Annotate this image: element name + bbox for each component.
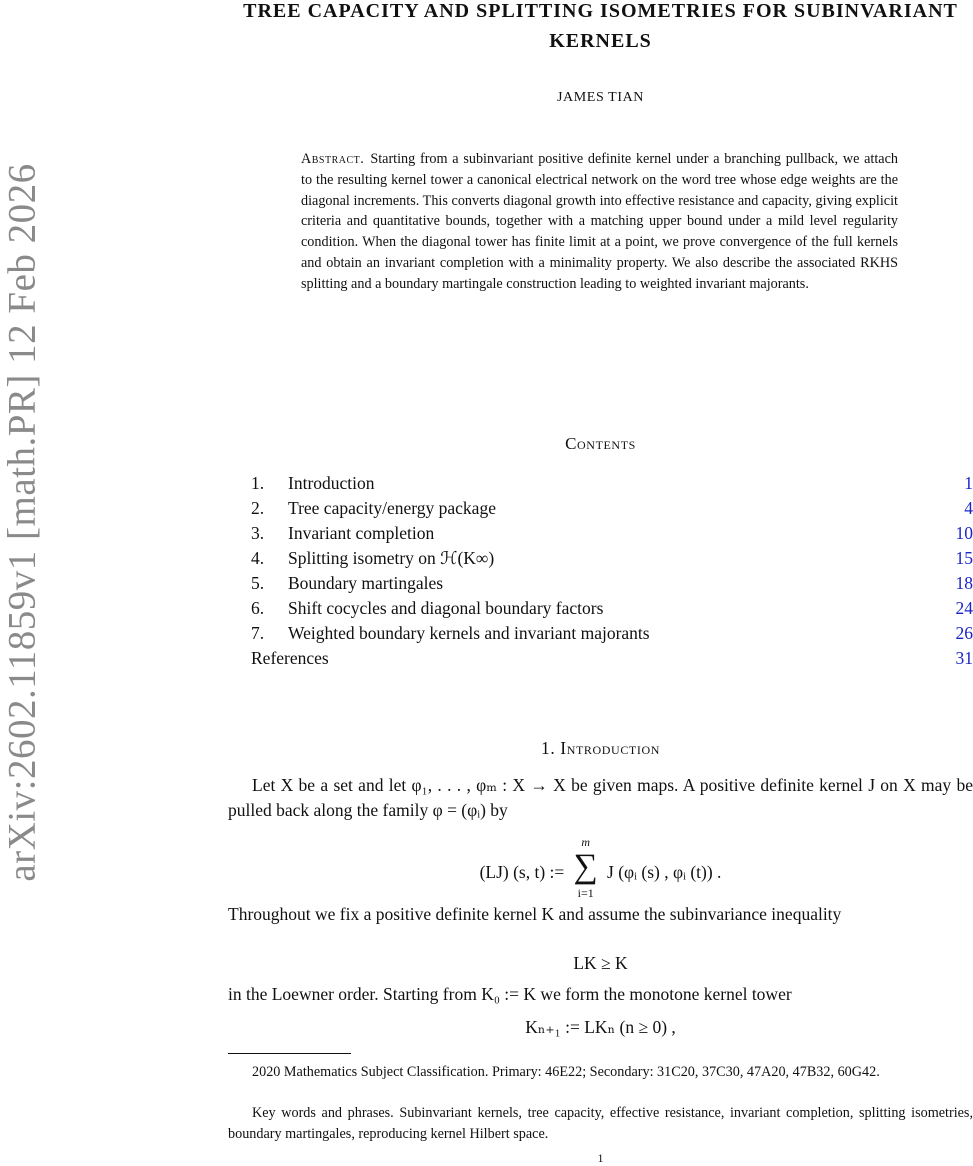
equation-left-side: (LJ) (s, t) := bbox=[480, 862, 565, 882]
toc-entry-title: Introduction bbox=[288, 471, 375, 496]
intro-paragraph-2: Throughout we fix a positive definite kernel K and assume the subinvariance inequality bbox=[228, 902, 973, 927]
table-of-contents bbox=[251, 471, 973, 671]
section-heading-introduction bbox=[228, 738, 973, 759]
summation-symbol: ∑ bbox=[569, 850, 603, 884]
summation-lower-limit: i=1 bbox=[569, 886, 603, 901]
page-number: 1 bbox=[228, 1151, 973, 1166]
toc-entry-introduction[interactable] bbox=[251, 471, 973, 496]
toc-entry-number: 4. bbox=[251, 546, 264, 571]
kernel-tower-equation: Kₙ₊₁ := LKₙ (n ≥ 0) , bbox=[228, 1017, 973, 1038]
summation-operator bbox=[569, 864, 603, 884]
intro-paragraph-3: in the Loewner order. Starting from K₀ := K we form the monotone kernel tower bbox=[228, 982, 973, 1007]
toc-entry-number: 3. bbox=[251, 521, 264, 546]
toc-entry-tree-capacity[interactable] bbox=[251, 496, 973, 521]
abstract-text: Starting from a subinvariant positive definite kernel under a branching pullback, we attach to the resulting kernel tower a canonical electrical network on the word tree whose edge weights are the diagonal increments. This converts diagonal growth into effective resistance and capacity, giving explicit criteria and quantitative bounds, together with a matching upper bound under a mild level regularity condition. When the diagonal tower has finite limit at a point, we prove convergence of the full kernels and obtain an invariant completion with a minimality property. We also describe the associated RKHS splitting and a boundary martingale construction leading to weighted invariant majorants. bbox=[301, 151, 898, 292]
toc-page-link[interactable]: 24 bbox=[956, 596, 973, 621]
toc-entry-title: Tree capacity/energy package bbox=[288, 496, 496, 521]
toc-entry-number: 5. bbox=[251, 571, 264, 596]
abstract bbox=[301, 149, 898, 295]
toc-page-link[interactable]: 26 bbox=[956, 621, 973, 646]
toc-entry-title: Invariant completion bbox=[288, 521, 434, 546]
intro-paragraph-1: Let X be a set and let φ₁, . . . , φₘ : X → X be given maps. A positive definite kernel J on X may be pulled back along the family φ = (φᵢ) by bbox=[228, 773, 973, 823]
toc-page-link[interactable]: 4 bbox=[964, 496, 973, 521]
toc-entry-boundary-martingales[interactable] bbox=[251, 571, 973, 596]
toc-entry-references[interactable] bbox=[251, 646, 973, 671]
toc-entry-title: Splitting isometry on ℋ(K∞) bbox=[288, 546, 494, 571]
toc-entry-number: 2. bbox=[251, 496, 264, 521]
section-title: Introduction bbox=[560, 738, 660, 758]
pullback-equation bbox=[228, 862, 973, 884]
toc-entry-title: Shift cocycles and diagonal boundary factors bbox=[288, 596, 603, 621]
toc-page-link[interactable]: 15 bbox=[956, 546, 973, 571]
summation-upper-limit: m bbox=[569, 835, 603, 850]
toc-page-link[interactable]: 18 bbox=[956, 571, 973, 596]
footnote-keywords: Key words and phrases. Subinvariant kernels, tree capacity, effective resistance, invariant completion, splitting isometries, boundary martingales, reproducing kernel Hilbert space. bbox=[228, 1103, 973, 1144]
toc-page-link[interactable]: 10 bbox=[956, 521, 973, 546]
footnote-msc: 2020 Mathematics Subject Classification. Primary: 46E22; Secondary: 31C20, 37C30, 47A20, 47B32, 60G42. bbox=[228, 1062, 973, 1083]
subinvariance-inequality: LK ≥ K bbox=[228, 953, 973, 974]
toc-entry-invariant-completion[interactable] bbox=[251, 521, 973, 546]
author-name: JAMES TIAN bbox=[228, 90, 973, 106]
toc-entry-title: Weighted boundary kernels and invariant majorants bbox=[288, 621, 650, 646]
toc-entry-number: 6. bbox=[251, 596, 264, 621]
toc-entry-shift-cocycles[interactable] bbox=[251, 596, 973, 621]
arxiv-identifier-stamp: arXiv:2602.11859v1 [math.PR] 12 Feb 2026 bbox=[0, 113, 45, 933]
toc-entry-number: 1. bbox=[251, 471, 264, 496]
abstract-label: Abstract. bbox=[301, 151, 364, 167]
toc-entry-weighted-boundary-kernels[interactable] bbox=[251, 621, 973, 646]
section-number: 1. bbox=[541, 738, 555, 758]
toc-page-link[interactable]: 31 bbox=[956, 646, 973, 671]
toc-entry-title: Boundary martingales bbox=[288, 571, 443, 596]
toc-entry-splitting-isometry[interactable] bbox=[251, 546, 973, 571]
equation-right-side: J (φᵢ (s) , φᵢ (t)) . bbox=[607, 862, 721, 882]
toc-entry-number: 7. bbox=[251, 621, 264, 646]
contents-heading: Contents bbox=[228, 434, 973, 454]
toc-entry-title: References bbox=[251, 646, 329, 671]
paper-title: TREE CAPACITY AND SPLITTING ISOMETRIES FOR SUBINVARIANT KERNELS bbox=[228, 0, 973, 56]
toc-page-link[interactable]: 1 bbox=[964, 471, 973, 496]
footnote-divider bbox=[228, 1053, 351, 1054]
